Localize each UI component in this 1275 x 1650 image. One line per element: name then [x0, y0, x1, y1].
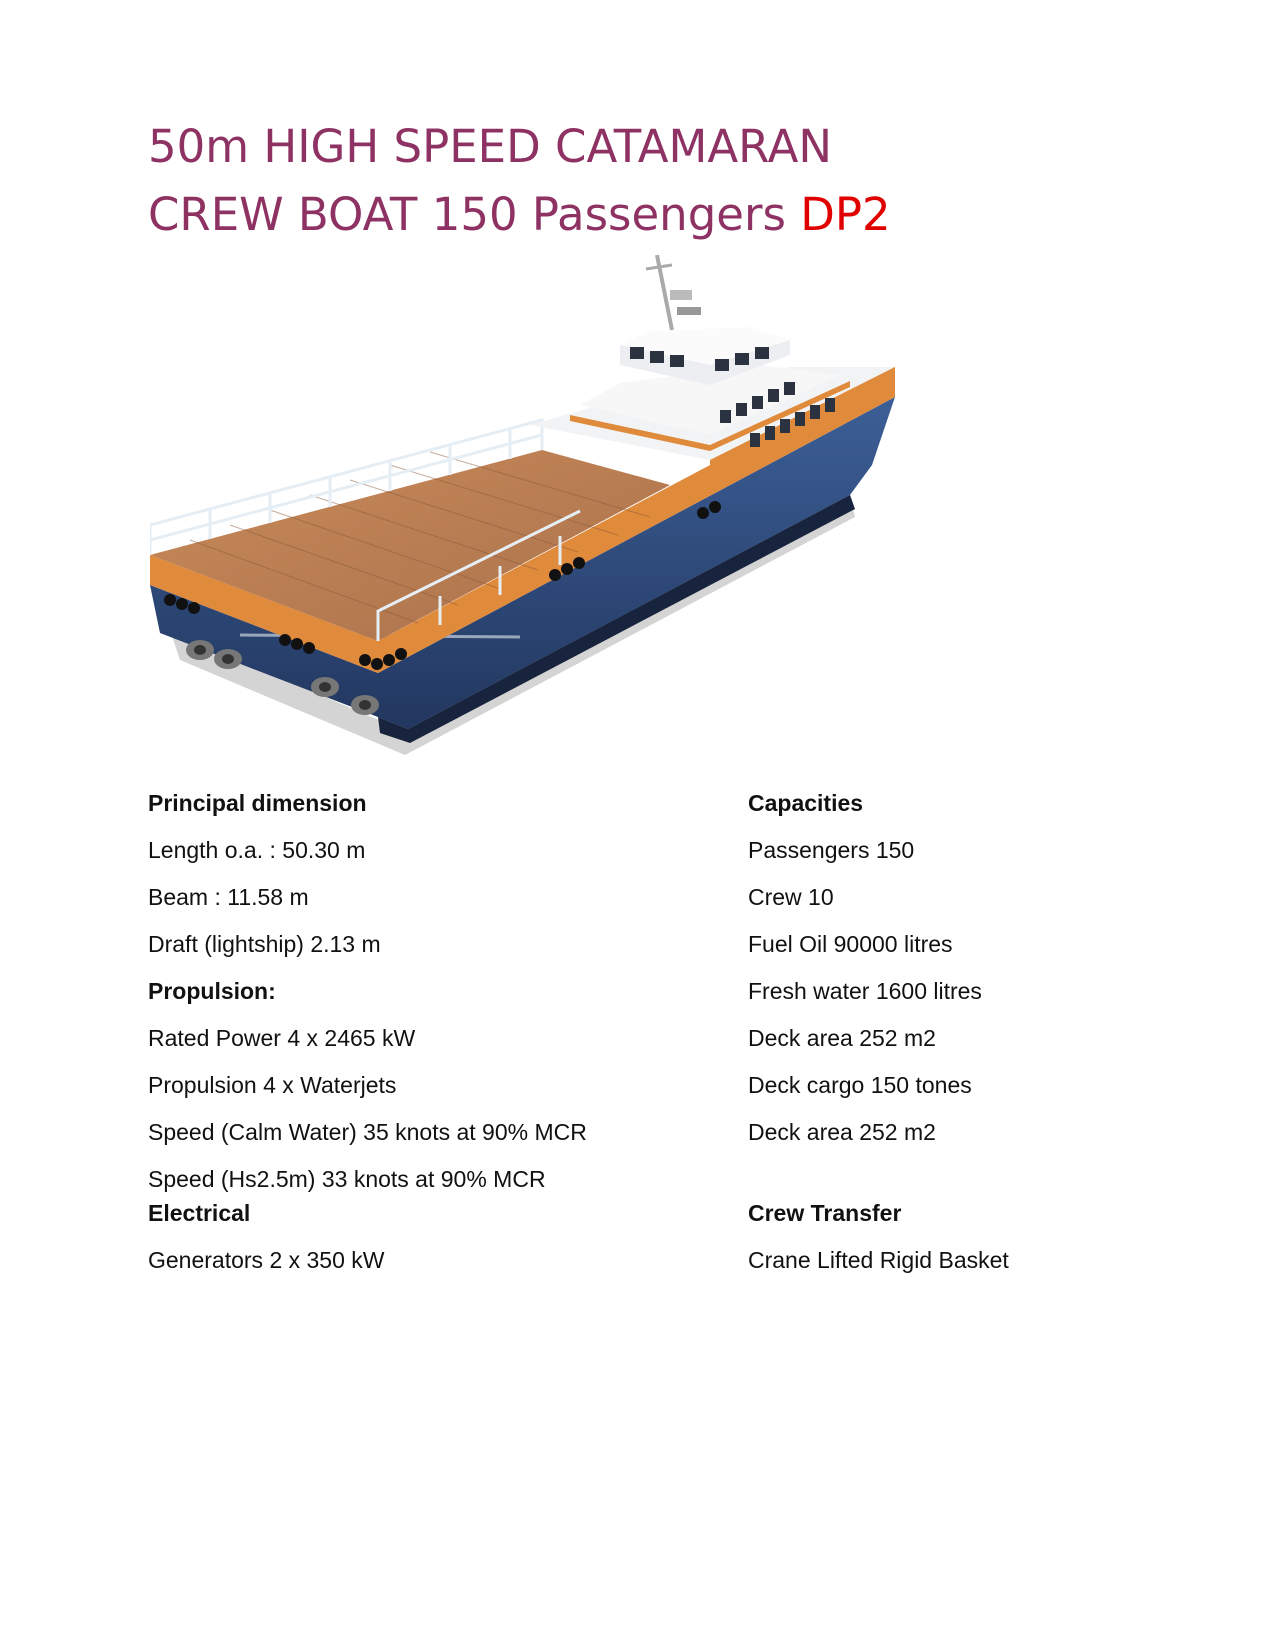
- spec-line: Fresh water 1600 litres: [748, 978, 982, 1004]
- spec-line: Crane Lifted Rigid Basket: [748, 1247, 1009, 1273]
- section-heading: Propulsion:: [148, 978, 276, 1004]
- document-title: [148, 113, 1148, 249]
- spec-line: Rated Power 4 x 2465 kW: [148, 1025, 416, 1051]
- spec-line: Propulsion 4 x Waterjets: [148, 1072, 397, 1098]
- spec-line: Beam : 11.58 m: [148, 884, 309, 910]
- section-heading: Electrical: [148, 1200, 251, 1226]
- spec-line: Deck area 252 m2: [748, 1025, 936, 1051]
- title-accent-dp2: DP2: [800, 188, 891, 241]
- title-line-2-main: CREW BOAT 150 Passengers: [148, 188, 801, 241]
- spec-line: Deck cargo 150 tones: [748, 1072, 972, 1098]
- spec-line: Speed (Calm Water) 35 knots at 90% MCR: [148, 1119, 587, 1145]
- spec-line: Crew 10: [748, 884, 834, 910]
- spec-line: Passengers 150: [748, 837, 915, 863]
- spec-line: Length o.a. : 50.30 m: [148, 837, 366, 863]
- spec-line: Draft (lightship) 2.13 m: [148, 931, 381, 957]
- spec-line: Fuel Oil 90000 litres: [748, 931, 953, 957]
- spec-line: Generators 2 x 350 kW: [148, 1247, 385, 1273]
- catamaran-crew-boat-illustration: [150, 255, 950, 765]
- spec-line: Speed (Hs2.5m) 33 knots at 90% MCR: [148, 1166, 546, 1192]
- title-line-1: 50m HIGH SPEED CATAMARAN: [148, 120, 833, 173]
- title-line-2: [148, 181, 1148, 249]
- spec-line: Deck area 252 m2: [748, 1119, 936, 1145]
- section-heading: Crew Transfer: [748, 1200, 902, 1226]
- section-heading: Principal dimension: [148, 790, 367, 816]
- section-heading: Capacities: [748, 790, 864, 816]
- mast: [646, 255, 701, 330]
